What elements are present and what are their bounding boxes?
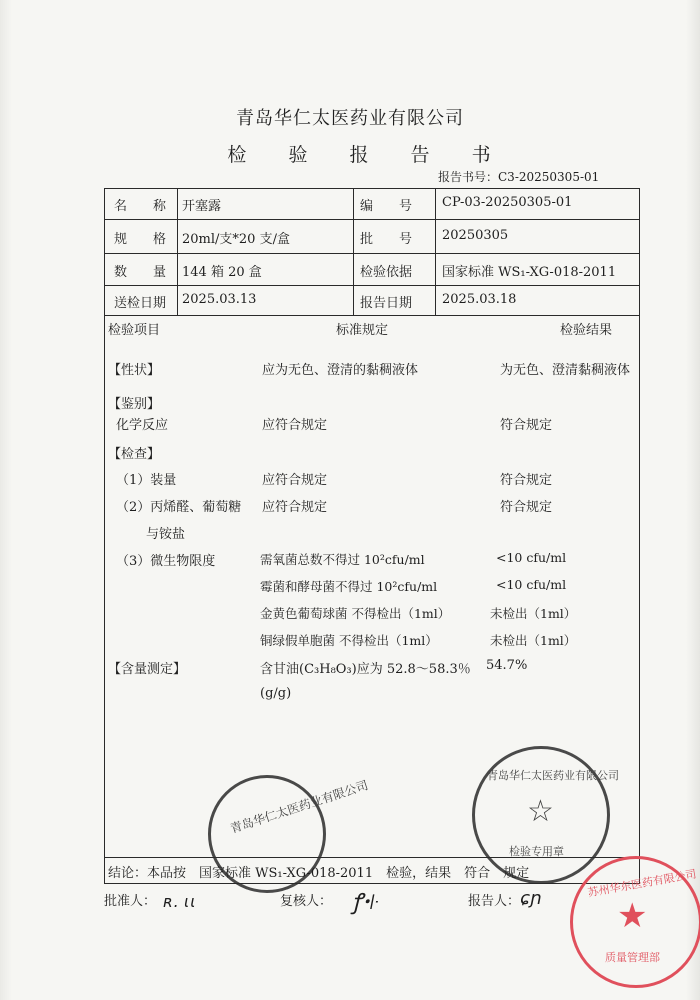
reporter-label: 报告人： xyxy=(468,894,521,909)
assay-standard: 含甘油(C₃H₈O₃)应为 52.8～58.3％ xyxy=(260,662,471,677)
column-result-header: 检验结果 xyxy=(560,323,613,338)
red-quality-stamp xyxy=(570,856,700,988)
sent-date-value: 2025.03.13 xyxy=(182,292,257,307)
reviewer-signature: ꝭꞏ꜏ xyxy=(352,890,381,915)
chemical-reaction-standard: 应符合规定 xyxy=(262,418,328,433)
microbial-result-1: <10 cfu/ml xyxy=(496,550,567,565)
stamp-right-center-text: 检验专用章 xyxy=(509,845,564,858)
acrolein-standard: 应符合规定 xyxy=(262,500,328,515)
microbial-limit-item: （3）微生物限度 xyxy=(116,554,216,569)
report-date-label: 报告日期 xyxy=(360,296,413,311)
approver-signature: ʀ. ɩɩ xyxy=(164,892,197,911)
acrolein-item-line2: 与铵盐 xyxy=(146,527,186,542)
microbial-result-4: 未检出（1ml） xyxy=(490,633,577,648)
spec-label: 规 格 xyxy=(114,232,167,247)
fill-volume-result: 符合规定 xyxy=(500,473,553,488)
red-star-icon: ★ xyxy=(617,896,648,936)
batch-label: 批 号 xyxy=(360,232,413,247)
column-item-header: 检验项目 xyxy=(108,323,161,338)
appearance-result: 为无色、澄清黏稠液体 xyxy=(500,363,631,378)
basis-value: 国家标准 WS₁-XG-018-2011 xyxy=(442,265,617,280)
microbial-result-2: <10 cfu/ml xyxy=(496,577,567,592)
microbial-standard-2: 霉菌和酵母菌不得过 10²cfu/ml xyxy=(260,579,438,594)
assay-heading: 【含量测定】 xyxy=(108,662,187,677)
document-title: 检 验 报 告 书 xyxy=(227,144,509,166)
fill-volume-standard: 应符合规定 xyxy=(262,473,328,488)
code-value: CP-03-20250305-01 xyxy=(442,195,573,210)
microbial-standard-1: 需氧菌总数不得过 10²cfu/ml xyxy=(260,552,425,567)
check-heading: 【检查】 xyxy=(108,447,161,462)
name-value: 开塞露 xyxy=(182,199,222,214)
company-name: 青岛华仁太医药业有限公司 xyxy=(236,108,464,129)
microbial-result-3: 未检出（1ml） xyxy=(490,606,577,621)
acrolein-item: （2）丙烯醛、葡萄糖 xyxy=(116,500,242,515)
red-stamp-text: 苏州华东医药有限公司 xyxy=(586,867,698,900)
fill-volume-item: （1）装量 xyxy=(116,473,177,488)
quantity-label: 数 量 xyxy=(114,265,167,280)
code-label: 编 号 xyxy=(360,199,413,214)
assay-result: 54.7% xyxy=(486,658,528,673)
appearance-heading: 【性状】 xyxy=(108,363,161,378)
reviewer-label: 复核人： xyxy=(280,894,333,909)
conclusion-text: 结论：本品按 国家标准 WS₁-XG-018-2011 检验，结果 符合 规定 xyxy=(108,866,530,881)
sent-date-label: 送检日期 xyxy=(114,296,167,311)
approver-label: 批准人： xyxy=(104,894,157,909)
basis-label: 检验依据 xyxy=(360,265,413,280)
appearance-standard: 应为无色、澄清的黏稠液体 xyxy=(262,363,419,378)
microbial-standard-4: 铜绿假单胞菌 不得检出（1ml） xyxy=(260,633,438,648)
quantity-value: 144 箱 20 盒 xyxy=(182,265,262,280)
report-number: 报告书号：C3-20250305-01 xyxy=(438,170,600,184)
chemical-reaction-result: 符合规定 xyxy=(500,418,553,433)
chemical-reaction-item: 化学反应 xyxy=(116,418,169,433)
stamp-left-text: 青岛华仁太医药业有限公司 xyxy=(228,778,370,836)
name-label: 名 称 xyxy=(114,199,167,214)
microbial-standard-3: 金黄色葡萄球菌 不得检出（1ml） xyxy=(260,606,451,621)
batch-value: 20250305 xyxy=(442,228,509,243)
report-date-value: 2025.03.18 xyxy=(442,292,517,307)
identification-heading: 【鉴别】 xyxy=(108,397,161,412)
column-standard-header: 标准规定 xyxy=(336,323,389,338)
star-icon: ☆ xyxy=(527,794,554,829)
spec-value: 20ml/支*20 支/盒 xyxy=(182,232,290,247)
assay-standard-unit: (g/g) xyxy=(260,686,292,701)
stamp-right-text: 青岛华仁太医药业有限公司 xyxy=(487,769,619,782)
red-stamp-center-text: 质量管理部 xyxy=(605,951,660,964)
reporter-signature: ɕɲ xyxy=(520,888,542,909)
acrolein-result: 符合规定 xyxy=(500,500,553,515)
